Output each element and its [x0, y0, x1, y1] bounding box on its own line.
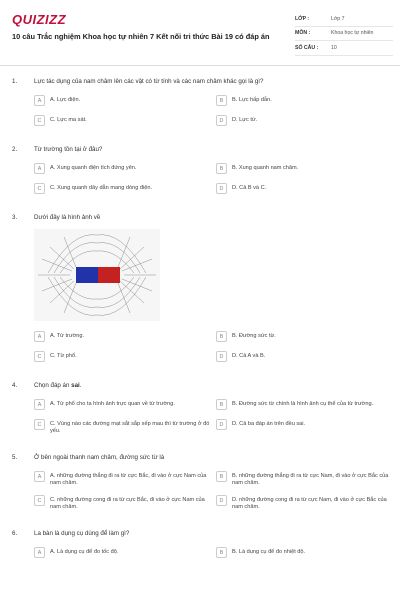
option-letter: B [216, 331, 227, 342]
option-c[interactable] [34, 183, 216, 195]
option-text: D. Lực từ. [232, 117, 258, 123]
option-letter: C [34, 419, 45, 430]
option-a[interactable] [34, 399, 216, 411]
option-text: D. những đường cong đi ra từ cực Nam, đi vào ở cực Bắc của nam châm. [232, 497, 387, 510]
question-number: 2. [12, 146, 18, 153]
option-text: B. Xung quanh nam châm. [232, 165, 299, 171]
option-text: B. Đường sức từ. [232, 333, 276, 339]
option-letter: D [216, 115, 227, 126]
emphasis-text: sai [71, 382, 80, 389]
option-text: D. Cả B và C. [232, 185, 267, 191]
option-b[interactable] [216, 399, 394, 411]
option-text: D. Cả A và B. [232, 353, 266, 359]
option-text: D. Cả ba đáp án trên đều sai. [232, 421, 306, 427]
option-a[interactable] [34, 547, 216, 559]
meta-value: Lớp 7 [331, 15, 345, 22]
option-d[interactable] [216, 115, 394, 127]
option-letter: C [34, 115, 45, 126]
option-text: A. Lực điện. [50, 97, 81, 103]
option-letter: D [216, 419, 227, 430]
option-letter: A [34, 95, 45, 106]
option-a[interactable] [34, 331, 216, 343]
question-number: 4. [12, 382, 18, 389]
magnetic-field-image [34, 229, 160, 321]
option-d[interactable] [216, 183, 394, 195]
meta-key: SỐ CÂU : [295, 44, 319, 51]
question-text: Lực tác dụng của nam châm lên các vật có từ tính và các nam châm khác gọi là gì? [34, 78, 264, 85]
option-b[interactable] [216, 471, 394, 487]
option-text: A. Là dụng cụ để đo tốc độ. [50, 549, 119, 555]
option-text: A. những đường thẳng đi ra từ cực Bắc, đi vào ở cực Nam của nam châm. [50, 473, 207, 486]
option-text: B. Lực hấp dẫn. [232, 97, 272, 103]
question-5 [12, 454, 390, 511]
option-c[interactable] [34, 419, 216, 435]
option-letter: C [34, 183, 45, 194]
option-text: B. những đường thẳng đi ra từ cực Nam, đi vào ở cực Bắc của nam châm. [232, 473, 389, 486]
option-text: C. Xung quanh dây dẫn mang dòng điện. [50, 185, 153, 191]
option-letter: B [216, 95, 227, 106]
option-b[interactable] [216, 331, 394, 343]
option-c[interactable] [34, 351, 216, 363]
option-c[interactable] [34, 495, 216, 511]
document-title: 10 câu Trắc nghiệm Khoa học tự nhiên 7 Kết nối tri thức Bài 19 có đáp án [12, 32, 270, 41]
option-text: C. Lực ma sát. [50, 117, 87, 123]
meta-row-subject [295, 27, 393, 42]
option-letter: B [216, 163, 227, 174]
option-letter: A [34, 399, 45, 410]
question-text: Ở bên ngoài thanh nam châm, đường sức từ là [34, 454, 165, 461]
question-2 [12, 146, 390, 195]
option-letter: B [216, 547, 227, 558]
meta-key: LỚP : [295, 15, 310, 22]
question-number: 5. [12, 454, 18, 461]
meta-row-count [295, 41, 393, 56]
option-letter: A [34, 163, 45, 174]
option-text: B. Đường sức từ chính là hình ảnh cụ thể của từ trường. [232, 401, 374, 407]
meta-value: Khoa học tự nhiên [331, 30, 374, 37]
option-letter: A [34, 547, 45, 558]
question-6 [12, 530, 390, 559]
option-d[interactable] [216, 419, 394, 435]
option-text: C. Vùng nào các đường mạt sắt sắp xếp mau thì từ trường ở đó yếu. [50, 421, 210, 434]
option-letter: B [216, 471, 227, 482]
option-letter: C [34, 495, 45, 506]
meta-table [295, 12, 393, 56]
option-text: A. Từ phổ cho ta hình ảnh trực quan về từ trường. [50, 401, 175, 407]
option-a[interactable] [34, 471, 216, 487]
question-text: La bàn là dụng cụ dùng để làm gì? [34, 530, 130, 537]
option-text: A. Từ trường. [50, 333, 85, 339]
question-1 [12, 78, 390, 127]
option-text: A. Xung quanh điện tích đứng yên. [50, 165, 137, 171]
option-d[interactable] [216, 495, 394, 511]
question-text: Chọn đáp án sai. [34, 382, 82, 389]
iron-filings-figure [34, 229, 160, 321]
question-text: Từ trường tồn tại ở đâu? [34, 146, 103, 153]
question-4 [12, 382, 390, 435]
option-a[interactable] [34, 163, 216, 175]
meta-value: 10 [331, 44, 337, 51]
question-3 [12, 214, 390, 363]
meta-row-class [295, 12, 393, 27]
meta-key: MÔN : [295, 30, 311, 37]
option-letter: D [216, 351, 227, 362]
question-list [0, 78, 400, 559]
option-letter: C [34, 351, 45, 362]
option-letter: D [216, 183, 227, 194]
option-letter: A [34, 471, 45, 482]
question-number: 1. [12, 78, 18, 85]
option-b[interactable] [216, 95, 394, 107]
option-text: C. những đường cong đi ra từ cực Bắc, đi vào ở cực Nam của nam châm. [50, 497, 205, 510]
option-b[interactable] [216, 163, 394, 175]
option-a[interactable] [34, 95, 216, 107]
question-number: 6. [12, 530, 18, 537]
quizizz-logo: QUIZIZZ [12, 12, 67, 27]
option-b[interactable] [216, 547, 394, 559]
option-text: C. Từ phổ. [50, 353, 77, 359]
option-letter: B [216, 399, 227, 410]
option-d[interactable] [216, 351, 394, 363]
question-number: 3. [12, 214, 18, 221]
document-header [0, 0, 400, 66]
option-c[interactable] [34, 115, 216, 127]
option-text: B. Là dụng cụ để đo nhiệt độ. [232, 549, 306, 555]
option-letter: A [34, 331, 45, 342]
question-text: Dưới đây là hình ảnh về [34, 214, 101, 221]
option-letter: D [216, 495, 227, 506]
